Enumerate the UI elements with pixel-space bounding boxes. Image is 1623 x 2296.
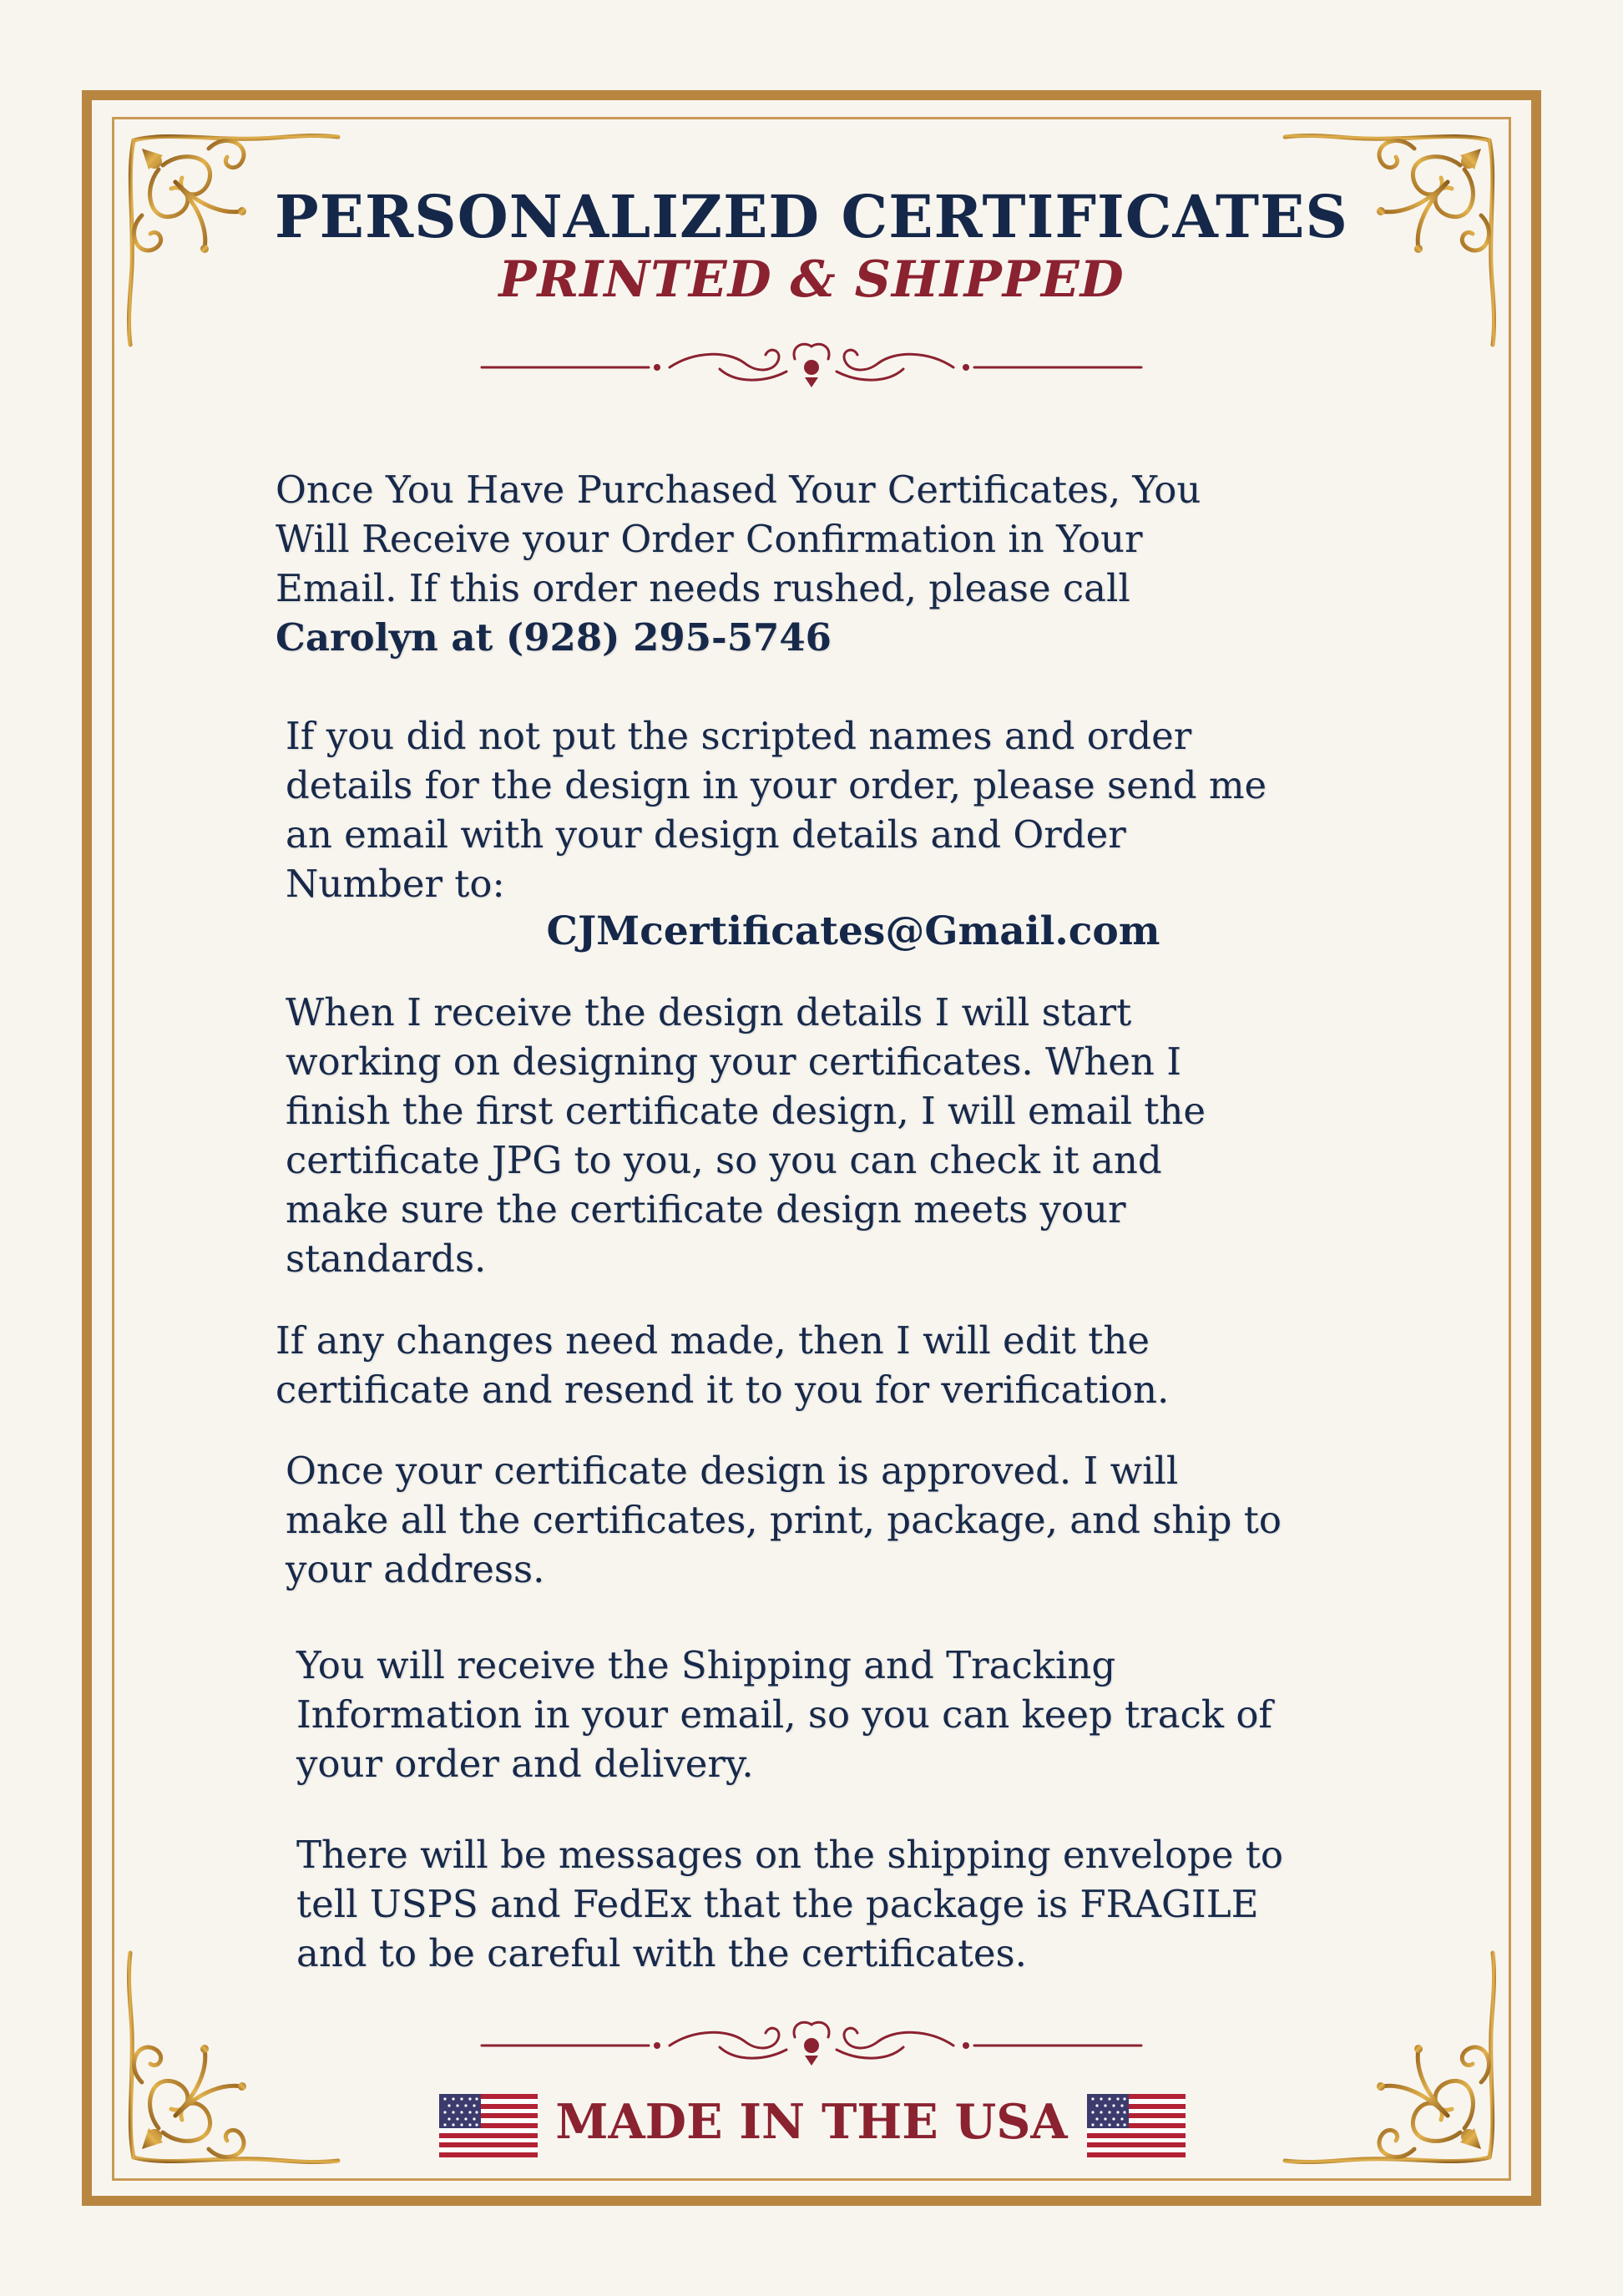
us-flag-icon bbox=[1087, 2094, 1186, 2157]
text-line: Will Receive your Order Confirmation in Your bbox=[276, 517, 1143, 561]
flourish-divider-icon bbox=[478, 2012, 1145, 2071]
text-line: Once You Have Purchased Your Certificates, You bbox=[276, 468, 1201, 512]
text-line: Information in your email, so you can keep track of bbox=[296, 1692, 1273, 1737]
text-line: Number to: bbox=[286, 862, 505, 906]
text-line: If any changes need made, then I will edit the bbox=[276, 1318, 1150, 1363]
text-line: standards. bbox=[286, 1237, 487, 1281]
text-line: There will be messages on the shipping envelope to bbox=[296, 1833, 1283, 1877]
page-subtitle: PRINTED & SHIPPED bbox=[498, 250, 1125, 309]
text-line: If you did not put the scripted names and order bbox=[286, 714, 1192, 758]
text-line: make all the certificates, print, package, and ship to bbox=[286, 1498, 1282, 1542]
text-line: details for the design in your order, please send me bbox=[286, 763, 1267, 807]
text-line: your order and delivery. bbox=[296, 1742, 754, 1786]
text-line: Once your certificate design is approved. I will bbox=[286, 1449, 1179, 1493]
text-line: certificate JPG to you, so you can check it and bbox=[286, 1138, 1162, 1182]
paragraph-design-process bbox=[286, 988, 1206, 1283]
text-line: Email. If this order needs rushed, please call bbox=[276, 566, 1130, 610]
page-title: PERSONALIZED CERTIFICATES bbox=[275, 182, 1348, 251]
text-line: an email with your design details and Order bbox=[286, 812, 1126, 857]
text-line: finish the first certificate design, I will email the bbox=[286, 1089, 1206, 1133]
text-line: When I receive the design details I will start bbox=[286, 990, 1132, 1034]
text-line: your address. bbox=[286, 1547, 545, 1591]
paragraph-approval bbox=[286, 1446, 1282, 1594]
text-line: You will receive the Shipping and Tracking bbox=[296, 1643, 1116, 1687]
paragraph-shipping-tracking bbox=[296, 1641, 1272, 1788]
contact-email: CJMcertificates@Gmail.com bbox=[546, 908, 1160, 954]
paragraph-order-confirmation bbox=[276, 465, 1201, 662]
flourish-divider-icon bbox=[478, 334, 1145, 392]
text-line: and to be careful with the certificates. bbox=[296, 1931, 1027, 1975]
text-line: certificate and resend it to you for verification. bbox=[276, 1368, 1170, 1412]
paragraph-changes bbox=[276, 1316, 1169, 1414]
text-line: tell USPS and FedEx that the package is FRAGILE bbox=[296, 1882, 1259, 1926]
contact-phone: Carolyn at (928) 295-5746 bbox=[276, 615, 832, 660]
paragraph-fragile-notice bbox=[296, 1830, 1283, 1978]
text-line: make sure the certificate design meets your bbox=[286, 1187, 1126, 1231]
paragraph-design-details bbox=[286, 711, 1267, 908]
made-in-usa-label: MADE IN THE USA bbox=[555, 2094, 1068, 2150]
text-line: working on designing your certificates. When I bbox=[286, 1039, 1181, 1084]
